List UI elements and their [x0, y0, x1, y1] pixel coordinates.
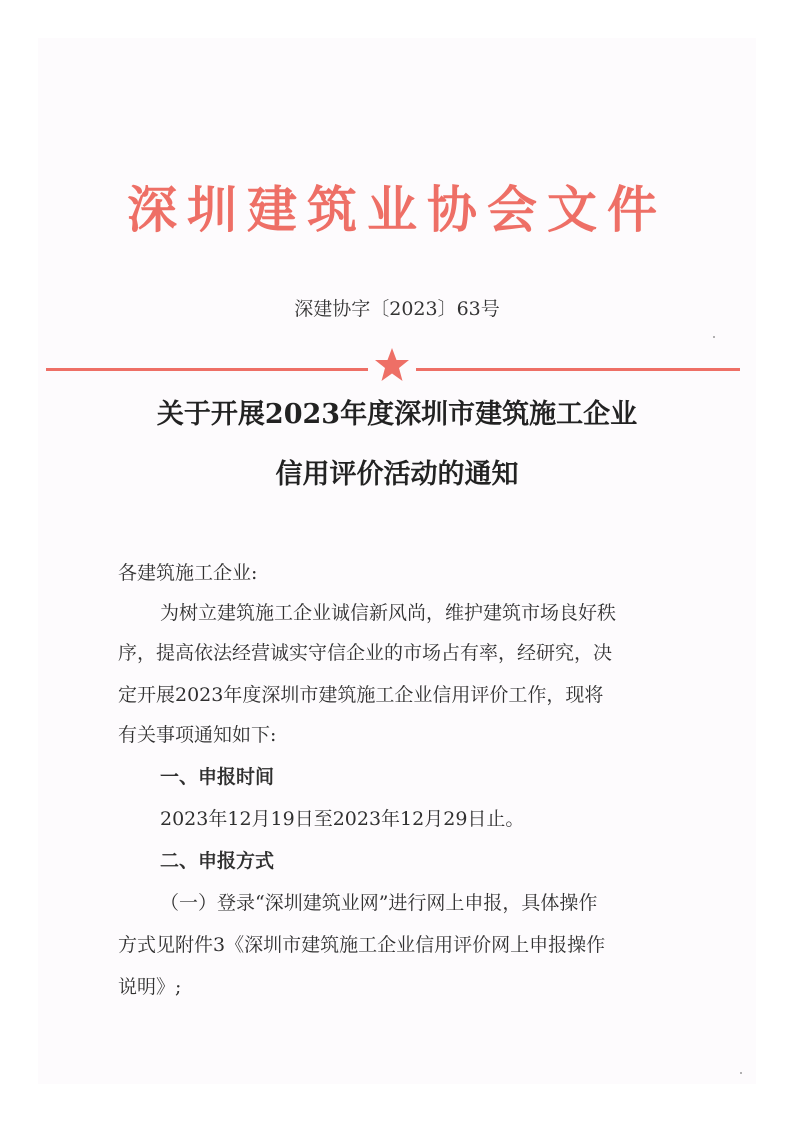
- section-2-line-3: 说明》;: [118, 976, 182, 998]
- document-number: 深建协字〔2023〕63号: [294, 298, 500, 320]
- section-1-heading: 一、申报时间: [160, 766, 275, 788]
- scan-speck: [740, 1072, 742, 1074]
- document-masthead: 深圳建筑业协会文件: [127, 181, 667, 239]
- section-2-heading: 二、申报方式: [160, 850, 275, 872]
- red-star-icon: [372, 345, 412, 385]
- intro-line-1: 为树立建筑施工企业诚信新风尚，维护建筑市场良好秩: [160, 602, 617, 624]
- section-2-line-2: 方式见附件3《深圳市建筑施工企业信用评价网上申报操作: [118, 934, 606, 956]
- divider-right: [416, 368, 740, 371]
- section-1-body: 2023年12月19日至2023年12月29日止。: [160, 808, 525, 830]
- notice-title-line-2: 信用评价活动的通知: [275, 459, 519, 490]
- section-2-line-1: （一）登录“深圳建筑业网”进行网上申报，具体操作: [160, 892, 598, 914]
- scan-speck: [713, 336, 715, 338]
- intro-line-3: 定开展2023年度深圳市建筑施工企业信用评价工作，现将: [118, 684, 604, 706]
- divider-left: [46, 368, 368, 371]
- intro-line-4: 有关事项通知如下:: [118, 724, 277, 746]
- salutation: 各建筑施工企业:: [118, 562, 258, 584]
- notice-title-line-1: 关于开展2023年度深圳市建筑施工企业: [156, 399, 638, 430]
- intro-line-2: 序，提高依法经营诚实守信企业的市场占有率，经研究，决: [118, 642, 613, 664]
